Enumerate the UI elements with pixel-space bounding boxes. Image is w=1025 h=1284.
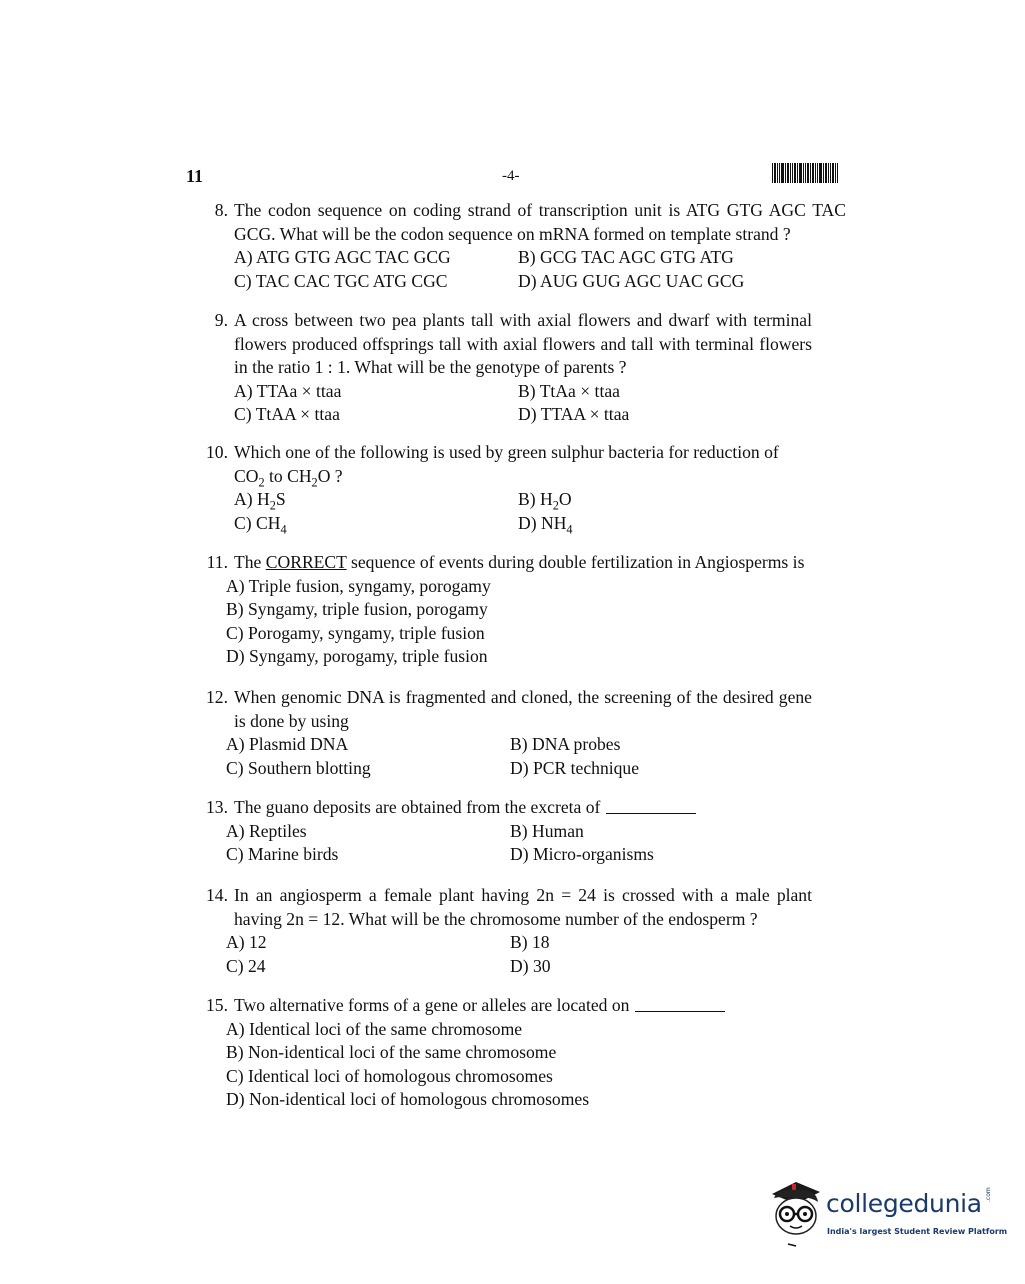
question-stem: The guano deposits are obtained from the excreta of	[234, 797, 601, 817]
emphasis-correct: CORRECT	[265, 552, 347, 572]
option-label: D)	[226, 1089, 245, 1109]
option-label: A)	[226, 575, 245, 596]
option-label: D)	[518, 270, 537, 291]
option-label: C)	[226, 844, 244, 864]
page-number: -4-	[502, 168, 520, 184]
option-label: C)	[226, 757, 244, 778]
option-b	[518, 488, 802, 512]
option-text: Triple fusion, syngamy, porogamy	[248, 575, 491, 596]
option-b	[518, 380, 802, 404]
option-label: B)	[510, 932, 528, 952]
option-a	[226, 733, 510, 757]
option-label: B)	[518, 489, 536, 509]
option-label: A)	[226, 1018, 245, 1039]
option-label: A)	[234, 380, 253, 401]
option-text: Syngamy, porogamy, triple fusion	[248, 646, 488, 666]
option-b	[510, 820, 794, 844]
barcode	[772, 163, 838, 183]
option-label: B)	[518, 380, 536, 401]
option-d	[510, 955, 794, 979]
option-b	[510, 733, 794, 757]
option-label: B)	[510, 820, 528, 841]
brand-domain-suffix: .com	[985, 1187, 992, 1202]
booklet-number: 11	[186, 166, 204, 186]
option-label: B)	[226, 1042, 244, 1062]
option-c	[234, 512, 518, 536]
option-d	[518, 270, 802, 294]
option-text: Human	[532, 820, 584, 841]
option-c	[226, 1065, 846, 1089]
option-b	[226, 1041, 846, 1065]
option-text: Identical loci of the same chromosome	[248, 1018, 523, 1039]
option-label: B)	[518, 247, 536, 267]
option-c	[234, 403, 518, 427]
option-text: Reptiles	[248, 820, 307, 841]
question-number: 12.	[206, 687, 228, 707]
option-a	[234, 246, 518, 270]
option-text: $H_2S$	[256, 489, 286, 513]
option-label: C)	[226, 1065, 244, 1086]
option-text: 24	[248, 955, 266, 976]
option-c	[226, 622, 836, 646]
question-stem: Which one of the following is used by green sulphur bacteria for reduction of	[234, 442, 779, 462]
question-stem: In an angiosperm a female plant having 2n = 24 is crossed with a male plant having 2n = 12. What will be the chromosome number of the endosperm ?	[234, 885, 812, 929]
brand-tagline: India's largest Student Review Platform	[827, 1227, 1008, 1236]
option-a	[226, 1018, 846, 1042]
option-c	[226, 955, 510, 979]
question-number: 11.	[206, 552, 228, 572]
option-label: A)	[234, 489, 253, 509]
option-b	[510, 931, 794, 955]
question-14	[196, 884, 812, 978]
brand-logo-text: collegedunia	[826, 1189, 982, 1218]
question-13	[196, 796, 846, 867]
option-d	[510, 757, 794, 781]
option-text: Plasmid DNA	[248, 734, 349, 754]
question-number: 10.	[206, 442, 228, 462]
option-text: $CH_4$	[256, 512, 287, 536]
option-text: TtAA × ttaa	[255, 404, 340, 424]
formula-co2: $CO_2$ to $CH_2O$ ?	[234, 465, 343, 489]
option-d	[518, 403, 802, 427]
option-label: D)	[510, 844, 529, 864]
option-text: ATG GTG AGC TAC GCG	[256, 247, 451, 267]
option-text: GCG TAC AGC GTG ATG	[540, 247, 734, 267]
option-d	[510, 843, 794, 867]
option-label: C)	[234, 270, 252, 291]
question-stem: A cross between two pea plants tall with axial flowers and dwarf with terminal flowers produced offsprings tall with axial flowers and tall with terminal flowers in the ratio 1 : 1. What will be the genotype of parents ?	[234, 310, 812, 377]
option-label: A)	[226, 734, 245, 754]
option-a	[226, 931, 510, 955]
question-stem: Two alternative forms of a gene or alleles are located on	[234, 995, 630, 1015]
option-c	[226, 757, 510, 781]
option-label: C)	[226, 622, 244, 643]
option-text: Identical loci of homologous chromosomes	[248, 1065, 553, 1086]
question-9	[196, 309, 812, 427]
option-c	[234, 270, 518, 294]
option-label: D)	[510, 955, 529, 976]
option-a	[226, 575, 836, 599]
option-label: A)	[226, 932, 245, 952]
option-d	[518, 512, 802, 536]
question-stem: The CORRECT sequence of events during double fertilization in Angiosperms is	[234, 552, 805, 572]
option-text: $NH_4$	[540, 512, 573, 536]
option-text: Non-identical loci of homologous chromosomes	[248, 1089, 590, 1109]
option-text: Southern blotting	[248, 757, 371, 778]
option-text: 12	[248, 932, 267, 952]
option-text: Non-identical loci of the same chromosome	[248, 1042, 557, 1062]
option-text: TtAa × ttaa	[539, 380, 620, 401]
option-label: C)	[234, 512, 252, 533]
option-c	[226, 843, 510, 867]
answer-blank	[635, 1010, 725, 1012]
option-text: PCR technique	[532, 757, 640, 778]
question-number: 14.	[206, 885, 228, 905]
option-label: A)	[226, 820, 245, 841]
question-stem: The codon sequence on coding strand of transcription unit is ATG GTG AGC TAC GCG. What will be the codon sequence on mRNA formed on template strand ?	[234, 200, 846, 244]
option-b	[226, 598, 836, 622]
option-text: Syngamy, triple fusion, porogamy	[248, 599, 488, 619]
option-a	[234, 488, 518, 512]
question-number: 8.	[214, 200, 228, 220]
option-text: Marine birds	[248, 844, 339, 864]
question-stem: When genomic DNA is fragmented and cloned, the screening of the desired gene is done by using	[234, 687, 812, 731]
option-a	[234, 380, 518, 404]
question-10	[196, 441, 812, 535]
question-12	[196, 686, 812, 780]
option-text: 18	[532, 932, 550, 952]
option-label: C)	[226, 955, 244, 976]
option-label: B)	[510, 734, 528, 754]
option-d	[226, 645, 836, 669]
question-number: 9.	[214, 310, 228, 330]
option-label: B)	[226, 599, 244, 619]
option-label: C)	[234, 404, 252, 424]
option-label: D)	[518, 404, 537, 424]
question-8	[196, 199, 846, 293]
option-text: TAC CAC TGC ATG CGC	[255, 270, 448, 291]
question-15	[196, 994, 846, 1112]
option-label: D)	[510, 757, 529, 778]
option-text: TTAa × ttaa	[256, 380, 342, 401]
option-text: $H_2O$	[540, 489, 572, 513]
option-text: Porogamy, syngamy, triple fusion	[248, 622, 485, 643]
option-label: A)	[234, 247, 253, 267]
option-text: TTAA × ttaa	[540, 404, 630, 424]
option-text: DNA probes	[532, 734, 621, 754]
option-label: D)	[518, 512, 537, 533]
question-number: 13.	[206, 797, 228, 817]
collegedunia-mascot-icon	[766, 1176, 828, 1248]
option-text: Micro-organisms	[532, 844, 654, 864]
question-11	[196, 551, 836, 669]
option-text: 30	[532, 955, 551, 976]
question-number: 15.	[206, 995, 228, 1015]
option-b	[518, 246, 802, 270]
answer-blank	[606, 812, 696, 814]
option-d	[226, 1088, 846, 1112]
option-a	[226, 820, 510, 844]
option-label: D)	[226, 646, 245, 666]
option-text: AUG GUG AGC UAC GCG	[540, 270, 745, 291]
